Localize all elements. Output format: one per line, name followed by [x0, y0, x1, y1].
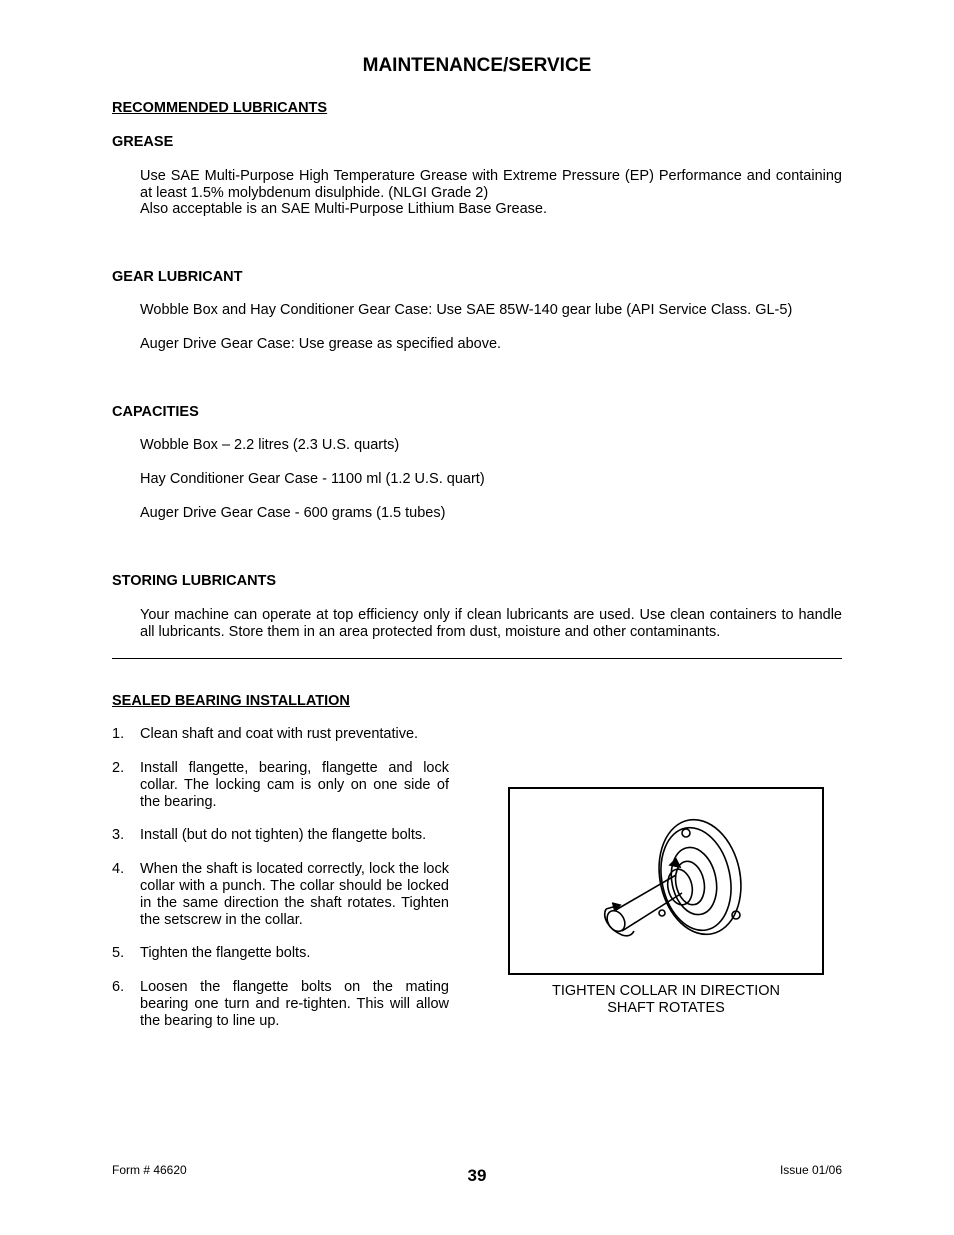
- gear-lubricant-auger: Auger Drive Gear Case: Use grease as specified above.: [140, 336, 502, 352]
- storing-lubricants-text: Your machine can operate at top efficiency only if clean lubricants are used. Use clean containers to handle all lubricants. Store them in an area protected from dust, moisture and other contaminants.: [140, 607, 842, 640]
- gear-lubricant-heading: GEAR LUBRICANT: [112, 269, 243, 285]
- step-text: Install (but do not tighten) the flangette bolts.: [140, 827, 427, 843]
- step-text: Install flangette, bearing, flangette and lock collar. The locking cam is only on one side of the bearing.: [140, 760, 449, 810]
- step-number: 2.: [112, 760, 125, 776]
- capacity-item: Auger Drive Gear Case - 600 grams (1.5 tubes): [140, 505, 446, 521]
- grease-alternative: Also acceptable is an SAE Multi-Purpose Lithium Base Grease.: [140, 201, 548, 217]
- page-title: MAINTENANCE/SERVICE: [362, 55, 592, 76]
- step-number: 6.: [112, 979, 125, 995]
- step-number: 5.: [112, 945, 125, 961]
- bearing-figure: [508, 787, 824, 975]
- step-number: 3.: [112, 827, 125, 843]
- step-text: Clean shaft and coat with rust preventative.: [140, 726, 419, 742]
- grease-heading: GREASE: [112, 134, 174, 150]
- step-number: 4.: [112, 861, 125, 877]
- step-number: 1.: [112, 726, 125, 742]
- capacity-item: Wobble Box – 2.2 litres (2.3 U.S. quarts): [140, 437, 400, 453]
- figure-caption: [508, 983, 824, 1017]
- capacity-item: Hay Conditioner Gear Case - 1100 ml (1.2 U.S. quart): [140, 471, 485, 487]
- capacities-heading: CAPACITIES: [112, 404, 199, 420]
- step-text: Loosen the flangette bolts on the mating bearing one turn and re-tighten. This will allow the bearing to line up.: [140, 979, 449, 1029]
- storing-lubricants-heading: STORING LUBRICANTS: [112, 573, 277, 589]
- figure-caption-line: TIGHTEN COLLAR IN DIRECTION: [552, 983, 780, 999]
- recommended-lubricants-heading: RECOMMENDED LUBRICANTS: [112, 100, 328, 116]
- page-number: 39: [467, 1166, 487, 1185]
- grease-paragraph: Use SAE Multi-Purpose High Temperature Grease with Extreme Pressure (EP) Performance and containing at least 1.5% molybdenum disulphide. (NLGI Grade 2): [140, 168, 842, 201]
- issue-date: Issue 01/06: [779, 1163, 842, 1177]
- section-divider: [112, 658, 842, 659]
- gear-lubricant-wobble: Wobble Box and Hay Conditioner Gear Case: Use SAE 85W-140 gear lube (API Service Class. GL-5): [140, 302, 793, 318]
- step-text: When the shaft is located correctly, lock the lock collar with a punch. The collar should be locked in the same direction the shaft rotates. Tighten the setscrew in the collar.: [140, 861, 449, 928]
- bearing-illustration: [510, 789, 822, 973]
- form-number: Form # 46620: [112, 1163, 187, 1177]
- sealed-bearing-heading: SEALED BEARING INSTALLATION: [112, 693, 350, 709]
- figure-caption-line: SHAFT ROTATES: [607, 1000, 725, 1016]
- step-text: Tighten the flangette bolts.: [140, 945, 311, 961]
